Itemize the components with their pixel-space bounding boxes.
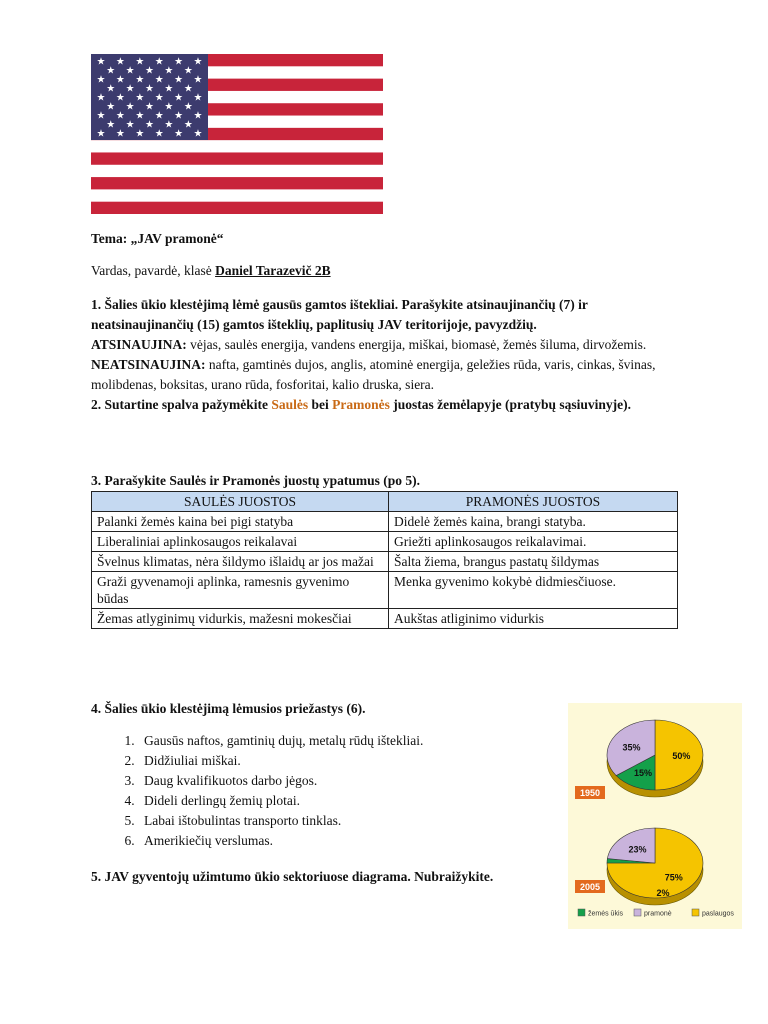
flag-star-icon: ★ — [193, 128, 203, 140]
question-1-text: 1. Šalies ūkio klestėjimą lėmė gausūs gamtos ištekliai. Parašykite atsinaujinančių (7) ir neatsinaujinančių (15) gamtos išteklių, paplitusių JAV teritorijoje, pavyzdžių. — [91, 297, 588, 332]
flag-star-icon: ★ — [174, 56, 184, 68]
topic-line — [91, 229, 224, 249]
nonrenewable-label: NEATSINAUJINA: — [91, 357, 206, 372]
year-tag-label: 2005 — [579, 882, 601, 892]
flag-star-icon: ★ — [193, 92, 203, 104]
flag-star-icon: ★ — [96, 56, 106, 68]
topic-value: „JAV pramonė“ — [130, 231, 224, 246]
year-tag-label: 1950 — [579, 788, 601, 798]
pie-data-label: 35% — [622, 742, 641, 753]
list-item: 3. Daug kvalifikuotos darbo jėgos. — [138, 771, 423, 791]
flag-star-icon: ★ — [135, 56, 145, 68]
flag-star-icon: ★ — [115, 92, 125, 104]
pie-data-label: 15% — [633, 768, 653, 779]
flag-star-icon: ★ — [154, 110, 164, 122]
flag-star-icon: ★ — [164, 119, 174, 131]
legend-label: pramonė — [644, 910, 672, 918]
flag-star-icon: ★ — [135, 110, 145, 122]
question-2-part2: juostas žemėlapyje (pratybų sąsiuvinyje). — [393, 397, 632, 412]
flag-star-icon: ★ — [174, 110, 184, 122]
flag-stripe — [91, 177, 383, 189]
legend-swatch — [692, 909, 699, 916]
table-cell: Šalta žiema, brangus pastatų šildymas — [389, 552, 678, 572]
table-row — [92, 609, 678, 629]
flag-star-icon: ★ — [154, 74, 164, 86]
pie-2005 — [607, 828, 703, 905]
reasons-list — [110, 731, 423, 851]
list-item: 5. Labai ištobulintas transporto tinklas. — [138, 811, 423, 831]
flag-star-icon: ★ — [183, 65, 193, 77]
pie-data-label: 75% — [664, 872, 683, 883]
flag-star-icon: ★ — [164, 65, 174, 77]
flag-star-icon: ★ — [125, 101, 135, 113]
employment-pie-charts — [568, 703, 742, 929]
table-cell: Žemas atlyginimų vidurkis, mažesni mokesčiai — [92, 609, 389, 629]
table-cell: Liberaliniai aplinkosaugos reikalavai — [92, 532, 389, 552]
flag-star-icon: ★ — [115, 110, 125, 122]
flag-star-icon: ★ — [193, 56, 203, 68]
legend-swatch — [634, 909, 641, 916]
legend-label: žemės ūkis — [588, 910, 624, 918]
table-cell: Didelė žemės kaina, brangi statyba. — [389, 512, 678, 532]
flag-star-icon: ★ — [145, 65, 154, 77]
question-5-title: 5. JAV gyventojų užimtumo ūkio sektoriuose diagrama. Nubraižykite. — [91, 869, 494, 884]
flag-star-icon: ★ — [125, 65, 135, 77]
pie-data-label: 2% — [656, 888, 670, 898]
legend-swatch — [578, 909, 585, 916]
industry-belt-word: Pramonės — [332, 397, 390, 412]
flag-star-icon: ★ — [183, 101, 193, 113]
table-row — [92, 552, 678, 572]
question-4-title: 4. Šalies ūkio klestėjimą lėmusios priežastys (6). — [91, 701, 366, 716]
flag-star-icon: ★ — [154, 92, 164, 104]
flag-star-icon: ★ — [164, 83, 174, 95]
flag-star-icon: ★ — [154, 128, 164, 140]
flag-star-icon: ★ — [135, 128, 145, 140]
flag-star-icon: ★ — [96, 92, 106, 104]
table-cell: Švelnus klimatas, nėra šildymo išlaidų ar jos mažai — [92, 552, 389, 572]
list-item: 2. Didžiuliai miškai. — [138, 751, 423, 771]
flag-star-icon: ★ — [164, 101, 174, 113]
belts-table — [91, 491, 678, 629]
industry-belt-header: PRAMONĖS JUOSTOS — [389, 492, 678, 512]
flag-star-icon: ★ — [174, 92, 184, 104]
table-cell: Griežti aplinkosaugos reikalavimai. — [389, 532, 678, 552]
pie-data-label: 50% — [672, 751, 691, 761]
pie-data-label: 23% — [628, 844, 647, 855]
flag-star-icon: ★ — [96, 110, 106, 122]
student-line — [91, 261, 331, 281]
flag-star-icon: ★ — [115, 74, 125, 86]
flag-star-icon: ★ — [115, 128, 125, 140]
flag-star-icon: ★ — [106, 83, 116, 95]
table-row — [92, 572, 678, 609]
flag-star-icon: ★ — [193, 74, 203, 86]
question-3-title: 3. Parašykite Saulės ir Pramonės juostų ypatumus (po 5). — [91, 473, 421, 488]
question-1 — [91, 295, 671, 415]
renewable-label: ATSINAUJINA: — [91, 337, 187, 352]
nonrenewable-line — [91, 355, 671, 395]
renewable-line — [91, 335, 671, 355]
legend-label: paslaugos — [702, 910, 734, 918]
question-2-part1: 2. Sutartine spalva pažymėkite — [91, 397, 268, 412]
flag-star-icon: ★ — [125, 119, 135, 131]
question-2-and: bei — [311, 397, 329, 412]
flag-star-icon: ★ — [145, 101, 154, 113]
table-cell: Aukštas atliginimo vidurkis — [389, 609, 678, 629]
flag-star-icon: ★ — [115, 56, 125, 68]
flag-star-icon: ★ — [125, 83, 135, 95]
list-item: 6. Amerikiečių verslumas. — [138, 831, 423, 851]
flag-star-icon: ★ — [135, 74, 145, 86]
flag-star-icon: ★ — [106, 119, 116, 131]
table-cell: Menka gyvenimo kokybė didmiesčiuose. — [389, 572, 678, 609]
table-row — [92, 512, 678, 532]
flag-star-icon: ★ — [135, 92, 145, 104]
flag-stripe — [91, 152, 383, 164]
flag-star-icon: ★ — [174, 128, 184, 140]
table-cell: Palanki žemės kaina bei pigi statyba — [92, 512, 389, 532]
flag-star-icon: ★ — [145, 119, 154, 131]
list-item: 4. Dideli derlingų žemių plotai. — [138, 791, 423, 811]
sun-belt-header: SAULĖS JUOSTOS — [92, 492, 389, 512]
question-2 — [91, 395, 671, 415]
nonrenewable-text: nafta, gamtinės dujos, anglis, atominė energija, geležies rūda, varis, cinkas, švinas, molibdenas, boksitas, urano rūda, fosforitai, kalio druska, siera. — [91, 357, 656, 392]
flag-star-icon: ★ — [154, 56, 164, 68]
table-cell: Graži gyvenamoji aplinka, ramesnis gyvenimo būdas — [92, 572, 389, 609]
flag-stripe — [91, 202, 383, 214]
flag-star-icon: ★ — [145, 83, 154, 95]
student-label: Vardas, pavardė, klasė — [91, 263, 212, 278]
topic-label: Tema: — [91, 231, 128, 246]
flag-star-icon: ★ — [183, 119, 193, 131]
flag-star-icon: ★ — [193, 110, 203, 122]
pie-1950 — [607, 720, 703, 797]
list-item: 1. Gausūs naftos, gamtinių dujų, metalų rūdų ištekliai. — [138, 731, 423, 751]
us-flag-image — [91, 54, 383, 214]
student-name: Daniel Tarazevič 2B — [215, 263, 331, 278]
table-row — [92, 532, 678, 552]
flag-star-icon: ★ — [96, 74, 106, 86]
table-header-row — [92, 492, 678, 512]
pie-legend — [578, 909, 734, 918]
flag-star-icon: ★ — [106, 65, 116, 77]
flag-star-icon: ★ — [96, 128, 106, 140]
flag-star-icon: ★ — [106, 101, 116, 113]
flag-star-icon: ★ — [183, 83, 193, 95]
flag-star-icon: ★ — [174, 74, 184, 86]
renewable-text: vėjas, saulės energija, vandens energija, miškai, biomasė, žemės šiluma, dirvožemis. — [190, 337, 647, 352]
sun-belt-word: Saulės — [271, 397, 309, 412]
